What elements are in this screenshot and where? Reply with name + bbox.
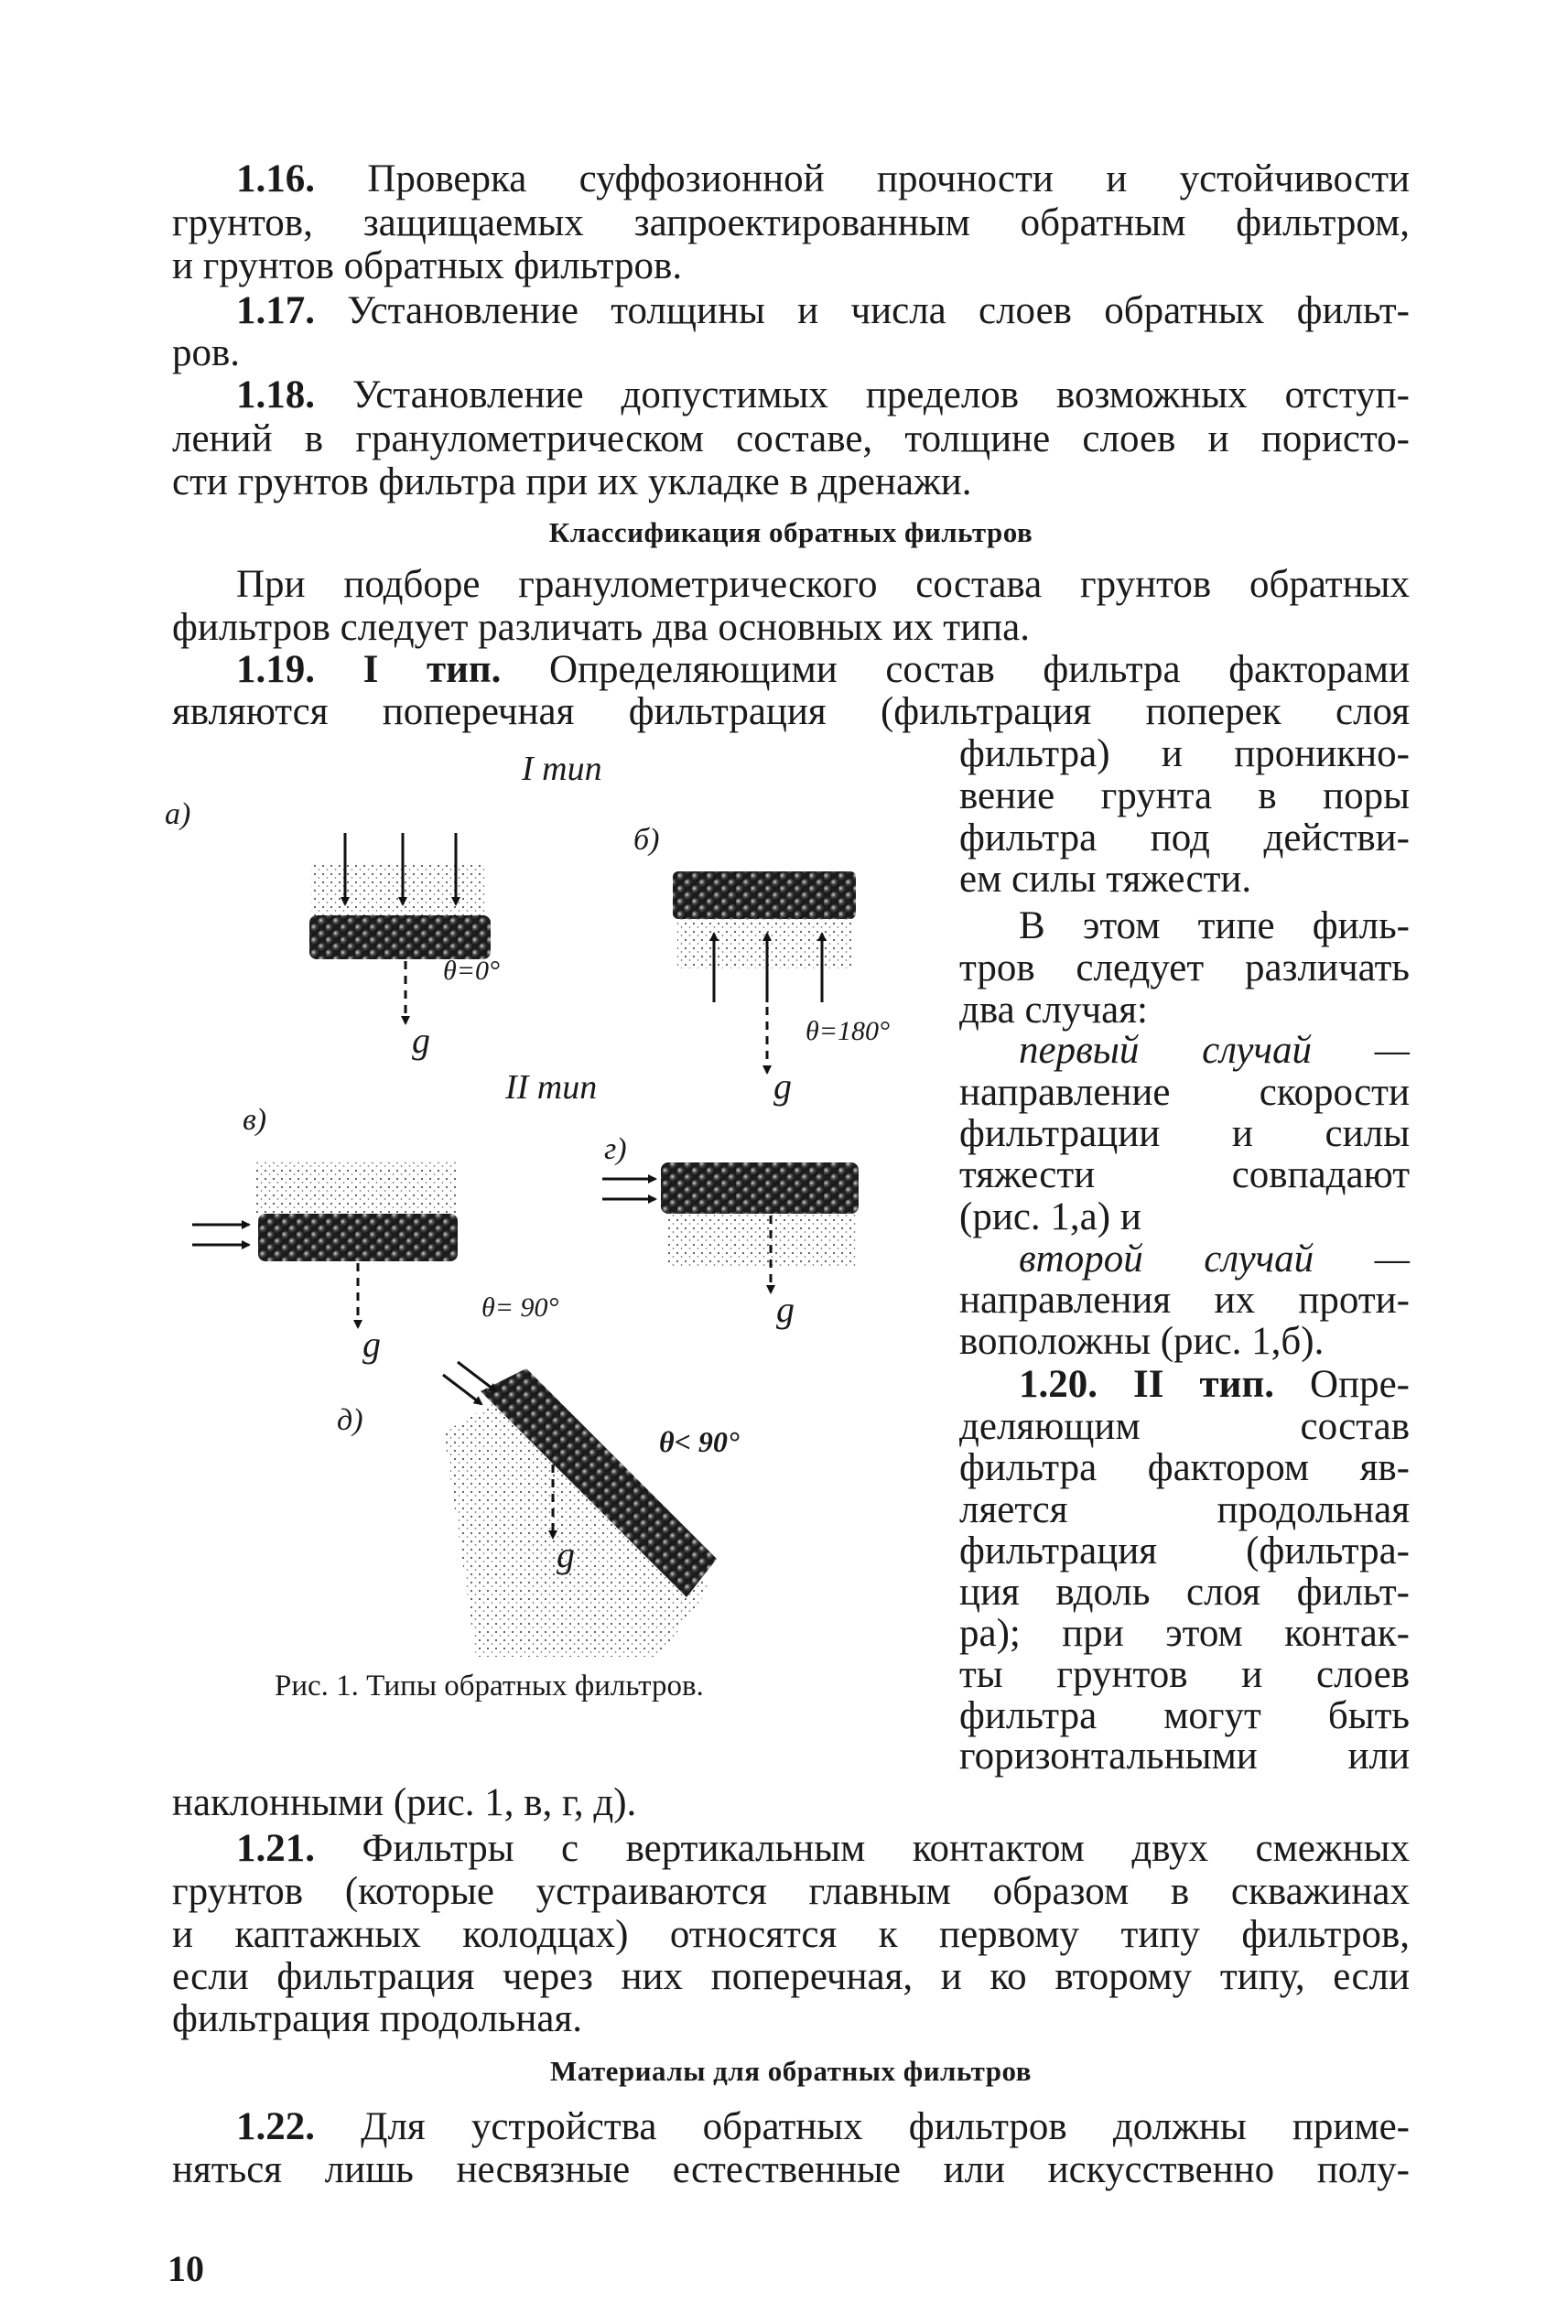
p122-number: 1.22.: [236, 2105, 315, 2148]
heading-classification: Классификация обратных фильтров: [548, 516, 1033, 548]
gravity-v: g: [362, 1324, 381, 1365]
label-d: д): [337, 1403, 363, 1437]
intro-line2: фильтров следует различать два основных их типа.: [172, 606, 1030, 649]
p120-line7: ра); при этом контак-: [959, 1612, 1410, 1655]
p121-number: 1.21.: [236, 1827, 315, 1870]
p119-line13: (рис. 1,а) и: [959, 1195, 1141, 1238]
p119-line5: фильтра под действи-: [959, 816, 1410, 859]
gravity-d: g: [557, 1534, 575, 1575]
label-b: б): [633, 823, 660, 857]
p119-line10: направление скорости: [959, 1071, 1410, 1114]
p120-line5: фильтрация (фильтра-: [959, 1530, 1410, 1573]
p119-case1: первый случай —: [1019, 1029, 1410, 1072]
p121-line4: если фильтрация через них поперечная, и ко второму типу, если: [172, 1955, 1410, 1998]
theta-v: θ= 90°: [481, 1292, 559, 1323]
p119-line9: два случая:: [959, 989, 1148, 1032]
diagram-a: [309, 833, 500, 1061]
page-number: 10: [168, 2248, 204, 2289]
p120-line4: ляется продольная: [959, 1488, 1410, 1531]
p119-case2: второй случай —: [1019, 1238, 1410, 1281]
p119-line7: В этом типе филь-: [1019, 904, 1410, 947]
intro-line1: При подборе гранулометрического состава грунтов обратных: [236, 563, 1410, 606]
p118-number: 1.18.: [236, 373, 315, 416]
p116-line2: грунтов, защищаемых запроектированным обратным фильтром,: [172, 201, 1410, 244]
p119-line1: 1.19. I тип. Определяющими состав фильтра факторами: [236, 648, 1410, 691]
p119-line12: тяжести совпадают: [959, 1153, 1410, 1196]
gravity-b: g: [773, 1065, 792, 1107]
diagram-g: [602, 1162, 859, 1330]
p120-line11: наклонными (рис. 1, в, г, д).: [172, 1781, 637, 1824]
diagram-d: [443, 1362, 740, 1657]
p120-line3: фильтра фактором яв-: [959, 1446, 1410, 1489]
gravity-g: g: [776, 1289, 795, 1330]
p120-line2: деляющим состав: [959, 1405, 1410, 1448]
theta-d: θ< 90°: [659, 1425, 740, 1458]
p117-line1: 1.17. Установление толщины и числа слоев обратных фильт-: [236, 289, 1411, 332]
p116-line3: и грунтов обратных фильтров.: [172, 244, 683, 287]
p119-number: 1.19.: [236, 648, 315, 691]
p120-line9: фильтра могут быть: [959, 1694, 1410, 1737]
p119-line14: направления их проти-: [959, 1279, 1410, 1322]
p120-line6: ция вдоль слоя фильт-: [959, 1571, 1410, 1614]
p120-line8: ты грунтов и слоев: [959, 1653, 1410, 1696]
p119-line15: воположны (рис. 1,б).: [959, 1320, 1325, 1363]
p122-line1: 1.22. Для устройства обратных фильтров должны приме-: [236, 2105, 1410, 2148]
label-v: в): [243, 1103, 267, 1137]
p116-number: 1.16.: [236, 157, 315, 200]
p116-line1: 1.16. Проверка суффозионной прочности и устойчивости: [236, 157, 1411, 200]
diagram-b: [673, 871, 890, 1107]
p119-line4: вение грунта в поры: [959, 774, 1410, 817]
p122-line2: няться лишь несвязные естественные или искусственно полу-: [172, 2148, 1410, 2191]
label-type1: I тип: [522, 750, 602, 788]
p121-line2: грунтов (которые устраиваются главным образом в скважинах: [172, 1870, 1410, 1913]
theta-b: θ=180°: [806, 1016, 890, 1046]
figure-caption: Рис. 1. Типы обратных фильтров.: [275, 1670, 704, 1702]
p121-line3: и каптажных колодцах) относятся к первому типу фильтров,: [172, 1913, 1410, 1956]
p117-line2: ров.: [172, 331, 241, 374]
gravity-a: g: [412, 1020, 430, 1061]
label-g: г): [604, 1132, 627, 1166]
p121-line1: 1.21. Фильтры с вертикальным контактом двух смежных: [236, 1827, 1411, 1870]
p119-line8: тров следует различать: [959, 946, 1410, 989]
p120-number: 1.20.: [1019, 1363, 1098, 1406]
diagram-v: [192, 1162, 558, 1365]
theta-a: θ=0°: [443, 956, 500, 986]
figure-filter-types: [165, 732, 952, 1666]
p121-line5: фильтрация продольная.: [172, 1997, 583, 2040]
p118-line3: сти грунтов фильтра при их укладке в дренажи.: [172, 460, 972, 503]
label-a: а): [165, 797, 191, 831]
p119-line3: фильтра) и проникно-: [959, 732, 1410, 775]
p118-line2: лений в гранулометрическом составе, толщине слоев и пористо-: [172, 417, 1410, 460]
p120-line1: 1.20. II тип. Опре-: [1019, 1363, 1411, 1406]
p119-line11: фильтрации и силы: [959, 1112, 1410, 1155]
heading-materials: Материалы для обратных фильтров: [550, 2055, 1032, 2087]
label-type2: II тип: [505, 1068, 598, 1107]
p120-line10: горизонтальными или: [959, 1735, 1410, 1778]
p119-line6: ем силы тяжести.: [959, 858, 1252, 901]
p119-line2: являются поперечная фильтрация (фильтрация поперек слоя: [172, 690, 1410, 733]
p117-number: 1.17.: [236, 289, 315, 332]
p118-line1: 1.18. Установление допустимых пределов возможных отступ-: [236, 373, 1410, 416]
